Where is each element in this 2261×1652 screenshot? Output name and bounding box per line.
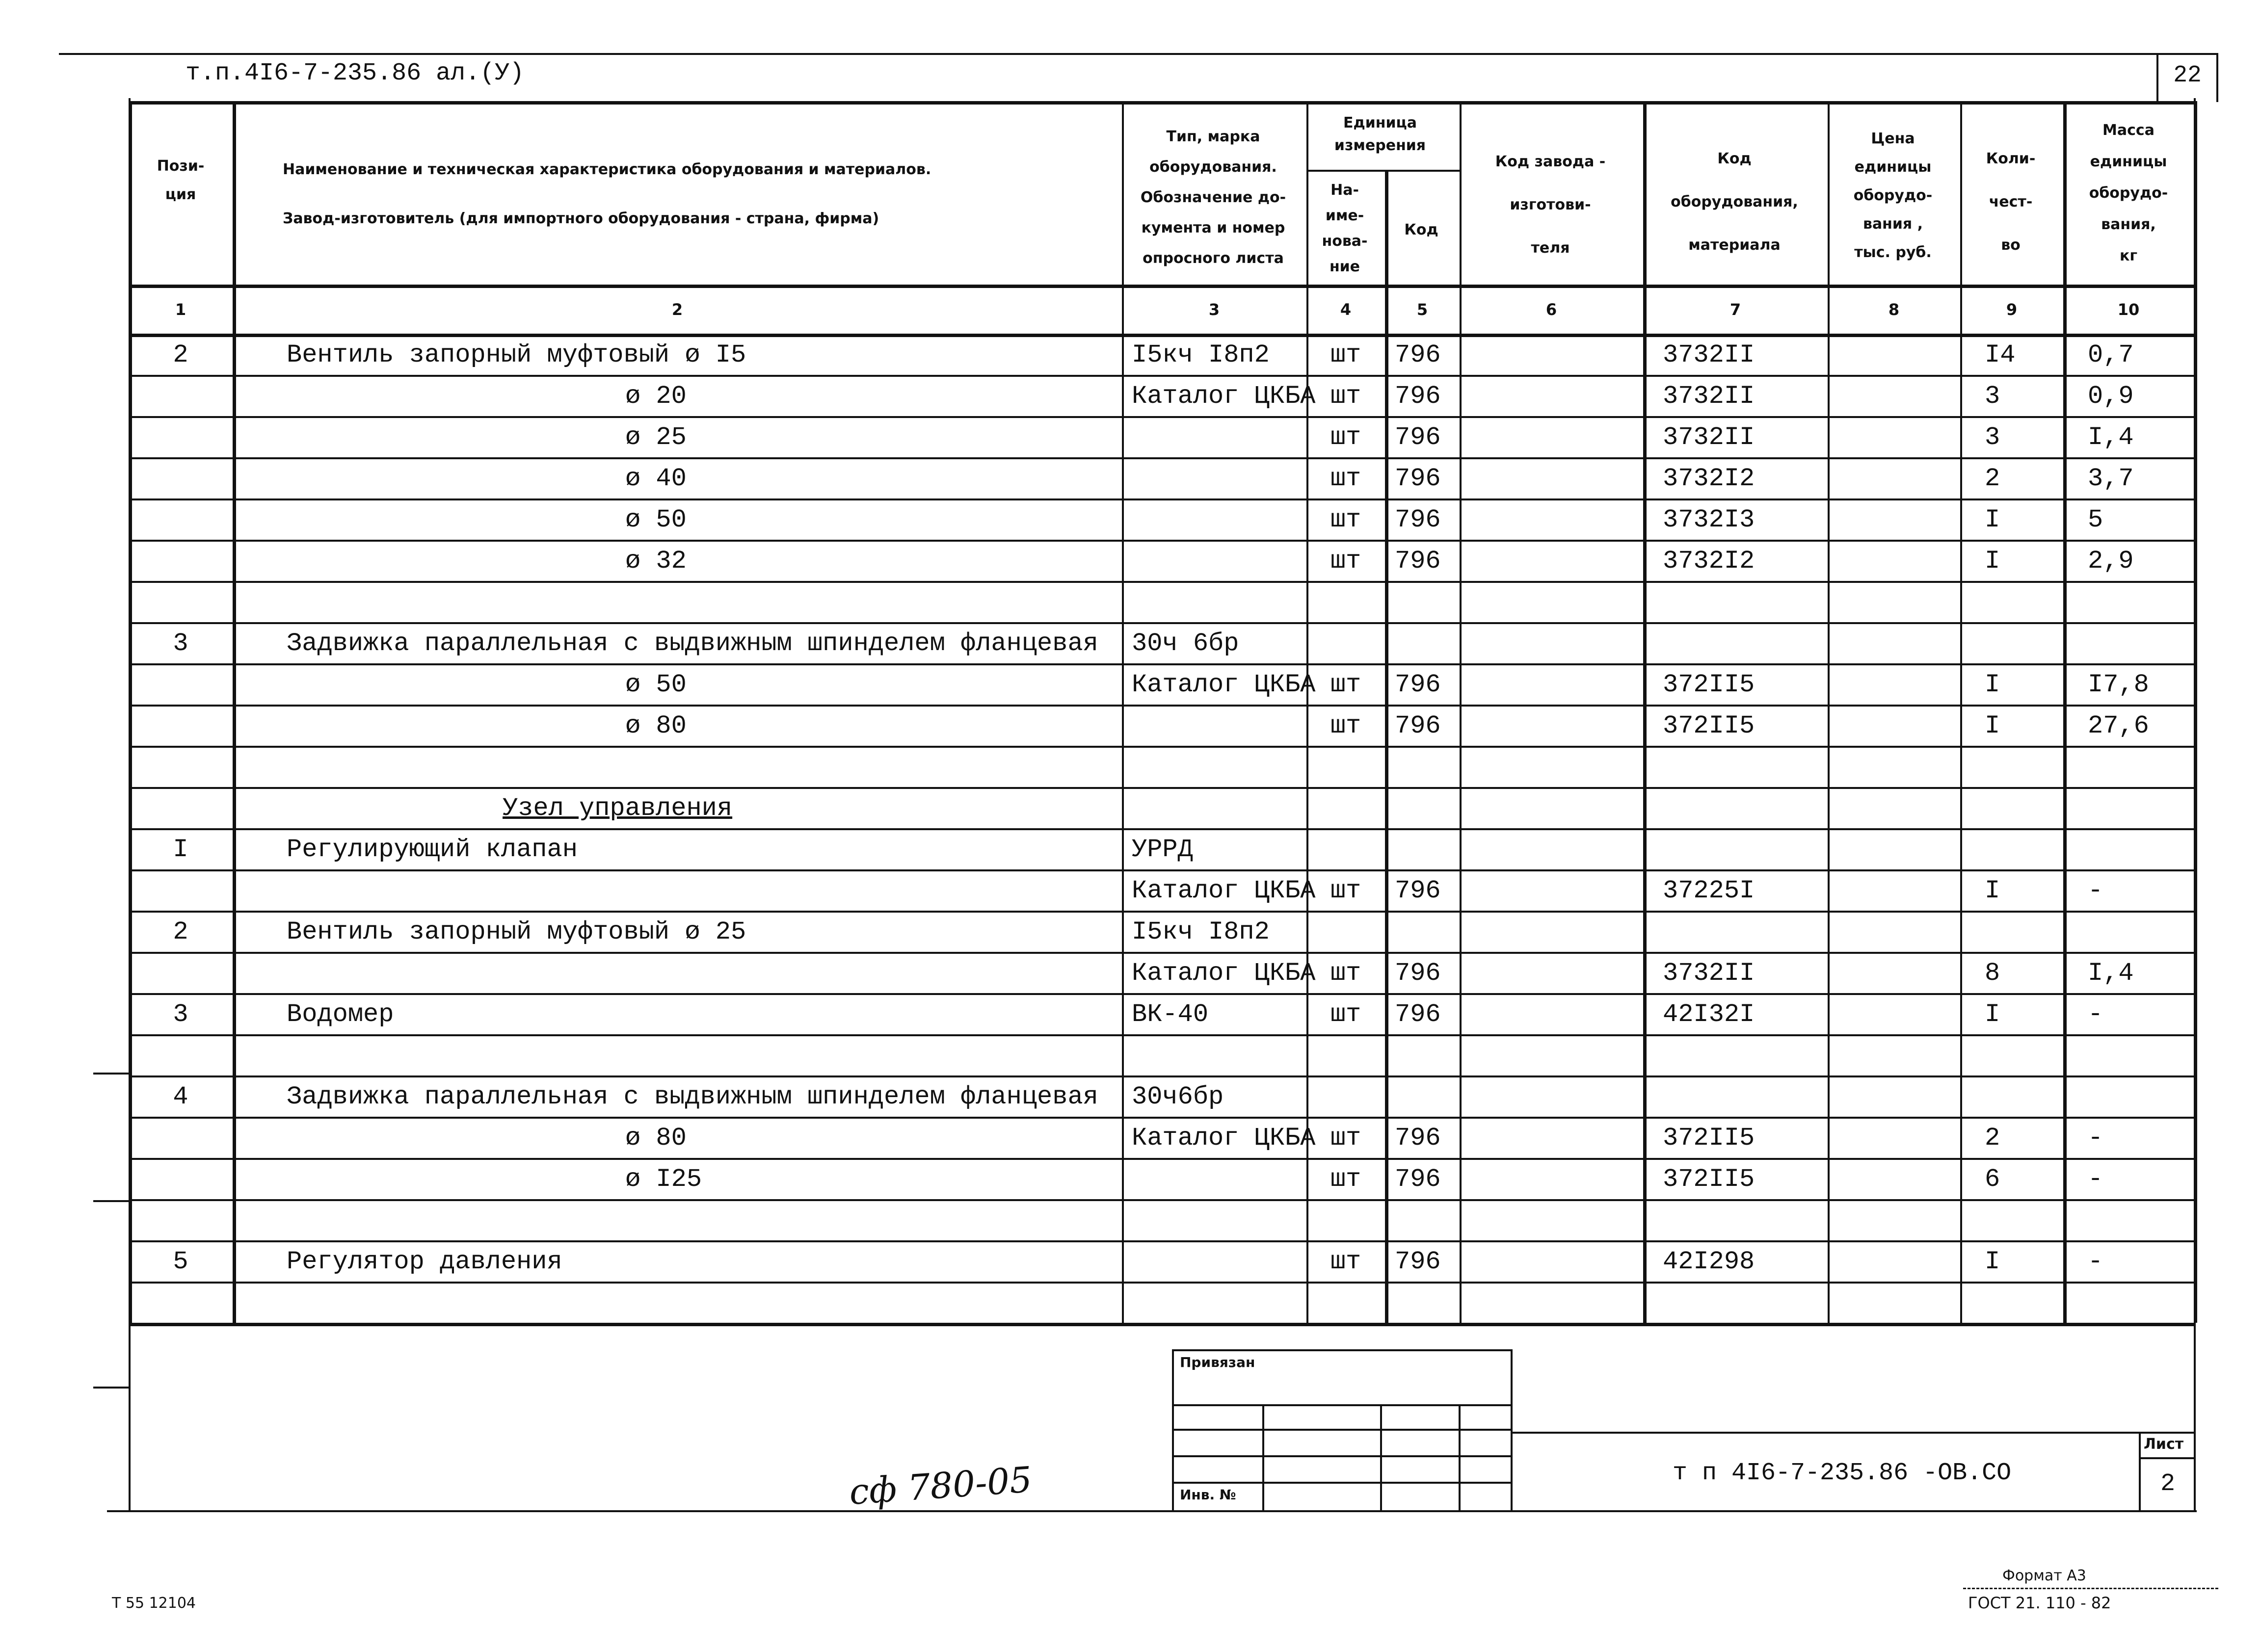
stamp-box-left: [1172, 1349, 1174, 1511]
row-line: [129, 1282, 2194, 1284]
cell-type: I5кч I8п2: [1132, 341, 1270, 369]
column-line: [233, 101, 236, 1323]
row-line: [129, 1199, 2194, 1201]
cell-qty: I: [1985, 1000, 2000, 1029]
column-number: 6: [1545, 300, 1557, 319]
title-doc-code: т п 4I6-7-235.86 -ОВ.СО: [1673, 1459, 2012, 1487]
cell-type: 30ч 6бр: [1132, 629, 1239, 658]
header-type: Тип, марка оборудования. Обозначение до- кумента и номер опросного листа: [1140, 128, 1286, 267]
sheet-number: 2: [2160, 1470, 2175, 1498]
cell-unit: шт: [1330, 1165, 1361, 1194]
cell-name: Задвижка параллельная с выдвижным шпинделем фланцевая: [287, 629, 1098, 658]
cell-unit: шт: [1330, 464, 1361, 493]
cell-mcode: 3732II: [1663, 423, 1755, 452]
cell-code: 796: [1395, 1165, 1441, 1194]
cell-qty: I: [1985, 505, 2000, 534]
column-line: [2063, 101, 2067, 1323]
cell-type: Каталог ЦКБА: [1132, 876, 1316, 905]
cell-name: ø 50: [625, 670, 687, 699]
row-line: [129, 540, 2194, 542]
header-material-code: Код оборудования, материала: [1671, 150, 1798, 254]
header-price: Цена единицы оборудо- вания , тыс. руб.: [1853, 130, 1933, 261]
cell-mcode: 3732II: [1663, 341, 1755, 369]
cell-qty: I4: [1985, 341, 2016, 369]
cell-name: Регулирующий клапан: [287, 835, 578, 864]
sheet-corner-number: 22: [2173, 62, 2202, 89]
cell-qty: I: [1985, 876, 2000, 905]
cell-pos: 2: [173, 918, 188, 946]
format-label: Формат А3: [2002, 1567, 2086, 1584]
cell-mcode: 37225I: [1663, 876, 1755, 905]
corner-box-right: [2216, 53, 2218, 102]
cell-unit: шт: [1330, 876, 1361, 905]
footer-left-code: Т 55 12104: [112, 1595, 196, 1612]
column-line: [1960, 101, 1962, 1323]
row-line: [129, 1323, 2194, 1326]
row-line: [129, 1240, 2194, 1242]
cell-pos: I: [173, 835, 188, 864]
gost-label: ГОСТ 21. 110 - 82: [1968, 1594, 2111, 1612]
row-line: [129, 869, 2194, 871]
cell-name: Узел управления: [503, 794, 733, 823]
cell-unit: шт: [1330, 505, 1361, 534]
row-line: [129, 1117, 2194, 1119]
column-number: 8: [1888, 300, 1900, 319]
column-number: 1: [175, 300, 186, 319]
cell-pos: 2: [173, 341, 188, 369]
cell-type: Каталог ЦКБА: [1132, 959, 1316, 988]
cell-code: 796: [1395, 711, 1441, 740]
row-line: [129, 746, 2194, 748]
cell-name: ø 50: [625, 505, 687, 534]
column-line: [1828, 101, 1830, 1323]
frame-left: [129, 98, 131, 1511]
cell-name: ø 20: [625, 382, 687, 411]
cell-qty: I: [1985, 547, 2000, 576]
cell-mcode: 372II5: [1663, 711, 1755, 740]
row-line: [129, 828, 2194, 830]
cell-mcode: 3732II: [1663, 382, 1755, 411]
column-number: 2: [671, 300, 683, 319]
row-line: [129, 1034, 2194, 1036]
cell-type: 30ч6бр: [1132, 1082, 1224, 1111]
cell-mass: I,4: [2088, 959, 2134, 988]
document-code: т.п.4I6-7-235.86 ал.(У): [186, 59, 525, 87]
header-plant-code: Код завода - изготови- теля: [1495, 153, 1606, 257]
footer-dashed-line: [1963, 1588, 2218, 1589]
cell-mcode: 3732II: [1663, 959, 1755, 988]
cell-name: Задвижка параллельная с выдвижным шпинделем фланцевая: [287, 1082, 1098, 1111]
cell-qty: 8: [1985, 959, 2000, 988]
frame-right: [2194, 98, 2196, 1511]
cell-type: Каталог ЦКБА: [1132, 382, 1316, 411]
inventory-label: Инв. №: [1180, 1487, 1236, 1503]
margin-tick-3: [93, 1387, 129, 1389]
top-border-line: [59, 53, 2218, 55]
cell-mcode: 372II5: [1663, 670, 1755, 699]
bottom-frame-line: [107, 1510, 2197, 1512]
column-number: 3: [1208, 300, 1220, 319]
cell-qty: I: [1985, 711, 2000, 740]
cell-unit: шт: [1330, 341, 1361, 369]
bound-label: Привязан: [1180, 1354, 1255, 1370]
cell-qty: 3: [1985, 382, 2000, 411]
sheet-box-divider: [2139, 1457, 2196, 1459]
cell-mass: 2,9: [2088, 547, 2134, 576]
cell-qty: I: [1985, 1247, 2000, 1276]
table-top-line: [129, 101, 2194, 105]
cell-code: 796: [1395, 876, 1441, 905]
cell-mcode: 3732I3: [1663, 505, 1755, 534]
header-unit-group: Единица измерения: [1334, 114, 1426, 154]
header-unit-code: Код: [1404, 221, 1438, 238]
cell-type: Каталог ЦКБА: [1132, 1124, 1316, 1153]
header-position: Пози- ция: [157, 157, 205, 203]
sheet-label: Лист: [2144, 1436, 2184, 1453]
cell-name: ø I25: [625, 1165, 702, 1194]
cell-unit: шт: [1330, 959, 1361, 988]
column-line: [1643, 101, 1647, 1323]
cell-pos: 3: [173, 629, 188, 658]
cell-code: 796: [1395, 670, 1441, 699]
row-line: [129, 663, 2194, 665]
column-number: 10: [2117, 300, 2140, 319]
row-line: [129, 1075, 2194, 1077]
cell-mcode: 42I32I: [1663, 1000, 1755, 1029]
cell-mass: -: [2088, 876, 2103, 905]
cell-code: 796: [1395, 547, 1441, 576]
row-line: [129, 457, 2194, 459]
cell-mcode: 372II5: [1663, 1165, 1755, 1194]
row-line: [129, 581, 2194, 583]
cell-type: Каталог ЦКБА: [1132, 670, 1316, 699]
cell-mcode: 372II5: [1663, 1124, 1755, 1153]
cell-unit: шт: [1330, 711, 1361, 740]
cell-code: 796: [1395, 505, 1441, 534]
cell-unit: шт: [1330, 1124, 1361, 1153]
cell-code: 796: [1395, 341, 1441, 369]
cell-mass: -: [2088, 1000, 2103, 1029]
cell-code: 796: [1395, 1000, 1441, 1029]
row-line: [129, 993, 2194, 995]
cell-name: ø 80: [625, 1124, 687, 1153]
cell-unit: шт: [1330, 1000, 1361, 1029]
column-number: 9: [2006, 300, 2018, 319]
cell-type: ВК-40: [1132, 1000, 1209, 1029]
row-line: [129, 705, 2194, 707]
cell-qty: I: [1985, 670, 2000, 699]
header-quantity: Коли- чест- во: [1986, 150, 2036, 254]
stamp-box-col-1: [1262, 1404, 1264, 1511]
margin-tick-1: [93, 1073, 129, 1075]
cell-mcode: 42I298: [1663, 1247, 1755, 1276]
cell-mass: 0,9: [2088, 382, 2134, 411]
row-line: [129, 787, 2194, 789]
row-line: [129, 416, 2194, 418]
cell-mcode: 3732I2: [1663, 547, 1755, 576]
cell-mass: I,4: [2088, 423, 2134, 452]
cell-name: ø 40: [625, 464, 687, 493]
cell-qty: 2: [1985, 464, 2000, 493]
cell-code: 796: [1395, 382, 1441, 411]
cell-mass: 3,7: [2088, 464, 2134, 493]
row-line: [129, 911, 2194, 913]
cell-name: ø 80: [625, 711, 687, 740]
cell-mass: -: [2088, 1124, 2103, 1153]
stamp-box-col-2: [1380, 1404, 1382, 1511]
cell-mass: -: [2088, 1247, 2103, 1276]
stamp-box-right: [1511, 1349, 1513, 1511]
header-mass: Масса единицы оборудо- вания, кг: [2089, 122, 2168, 264]
cell-code: 796: [1395, 1247, 1441, 1276]
cell-name: Вентиль запорный муфтовый ø I5: [287, 341, 746, 369]
cell-mcode: 3732I2: [1663, 464, 1755, 493]
cell-mass: 27,6: [2088, 711, 2149, 740]
cell-mass: 0,7: [2088, 341, 2134, 369]
sheet-box-left: [2139, 1432, 2141, 1511]
cell-pos: 4: [173, 1082, 188, 1111]
cell-pos: 5: [173, 1247, 188, 1276]
cell-code: 796: [1395, 1124, 1441, 1153]
cell-qty: 6: [1985, 1165, 2000, 1194]
cell-qty: 3: [1985, 423, 2000, 452]
cell-code: 796: [1395, 423, 1441, 452]
cell-name: Вентиль запорный муфтовый ø 25: [287, 918, 746, 946]
stamp-box-top: [1172, 1349, 1511, 1351]
stamp-box-col-3: [1459, 1404, 1461, 1511]
number-row-bottom-line: [129, 334, 2194, 337]
cell-name: Регулятор давления: [287, 1247, 562, 1276]
cell-type: УРРД: [1132, 835, 1193, 864]
cell-unit: шт: [1330, 547, 1361, 576]
cell-unit: шт: [1330, 670, 1361, 699]
column-number: 5: [1416, 300, 1428, 319]
cell-name: ø 25: [625, 423, 687, 452]
cell-type: I5кч I8п2: [1132, 918, 1270, 946]
column-number: 7: [1729, 300, 1741, 319]
header-name: Наименование и техническая характеристика оборудования и материалов. Завод-изготовитель (для импортного оборудования - страна, фирма): [283, 161, 931, 227]
margin-tick-2: [93, 1200, 129, 1202]
cell-mass: I7,8: [2088, 670, 2149, 699]
cell-code: 796: [1395, 959, 1441, 988]
cell-unit: шт: [1330, 1247, 1361, 1276]
cell-qty: 2: [1985, 1124, 2000, 1153]
unit-group-divider: [1306, 170, 1460, 172]
cell-mass: -: [2088, 1165, 2103, 1194]
cell-mass: 5: [2088, 505, 2103, 534]
row-line: [129, 1158, 2194, 1160]
row-line: [129, 622, 2194, 624]
header-bottom-line: [129, 285, 2194, 288]
cell-pos: 3: [173, 1000, 188, 1029]
handwritten-annotation: сф 780-05: [848, 1459, 1034, 1513]
column-number: 4: [1340, 300, 1352, 319]
header-unit-name: На- име- нова- ние: [1322, 182, 1368, 275]
doc-code-top-line: [1511, 1432, 2196, 1434]
cell-code: 796: [1395, 464, 1441, 493]
cell-name: Водомер: [287, 1000, 394, 1029]
row-line: [129, 375, 2194, 377]
row-line: [129, 498, 2194, 500]
cell-unit: шт: [1330, 423, 1361, 452]
row-line: [129, 952, 2194, 954]
cell-unit: шт: [1330, 382, 1361, 411]
cell-name: ø 32: [625, 547, 687, 576]
